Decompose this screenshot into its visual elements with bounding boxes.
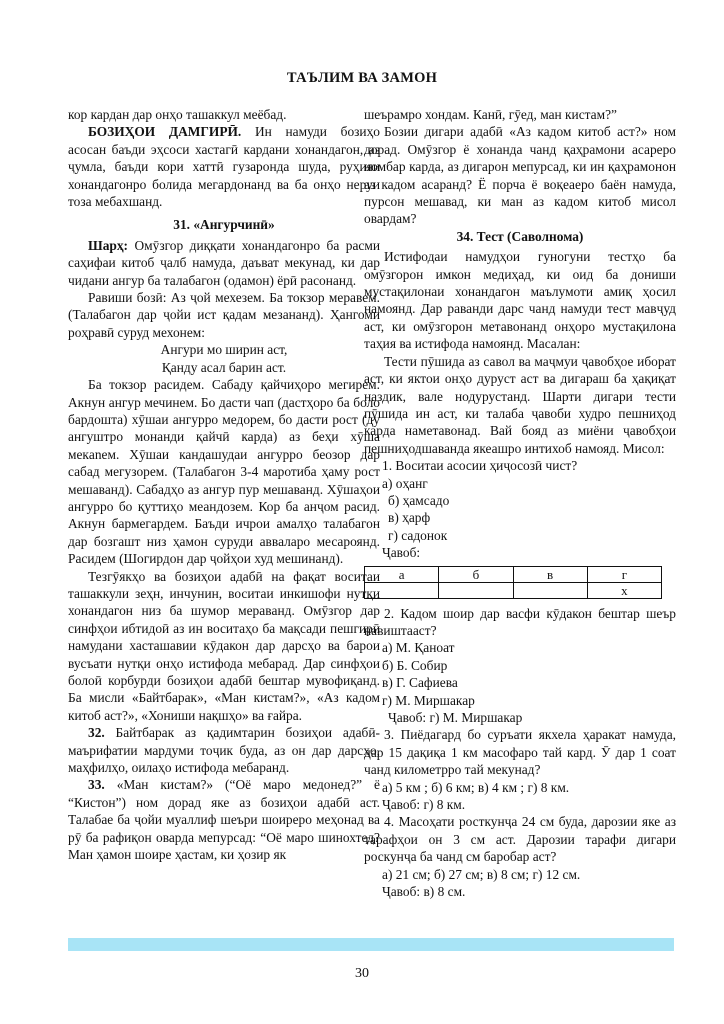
verse-line: Қанду асал барин аст. (161, 359, 287, 375)
paragraph: Ба токзор расидем. Сабаду қайчиҳоро мегирем. Акнун ангур мечинем. Бо дасти чап (дастҳоро ба боло бардошта) хӯшаи ангурро медорем, бо дасти рост (ду ангуштро монанди қайчӣ карда) аз беҳи хӯша мекanем. Хӯшаи кандашудаи ангурро беозор дар сабад мегузорем. (Талабагон 3-4 маротиба ҳаму рост мешаванд). Сабадҳо аз ангур пур мешаванд. Хӯшаҳои ангурро бо қуттиҳо меандозем. Кор ба анҷом расид. Акнун бармегардем. Баъди ичрои амалҳо талабагон дар бозгашт низ ҳамон суруди аввaларо месароянд. Расидем (Шогирдон дар ҷойҳои худ мешинанд). (68, 377, 380, 567)
table-cell: б (439, 566, 513, 582)
option: в) Г. Сафиева (382, 675, 458, 691)
answer-label: Ҷавоб: (382, 545, 421, 561)
table-header-row (365, 566, 662, 582)
option: б) Б. Собир (382, 657, 448, 673)
paragraph (68, 237, 380, 289)
paragraph: Тезгӯякҳо ва бозиҳои адабӣ на фақат воситаи ташаккули зеҳн, инчунин, воситаи инкишофи нутқи хонандагон низ ба шумор меравaнд. Омӯзгор дар синфҳои ибтидоӣ аз ин воситаҳо ба мақсади пешгирӣ намудани хастaшавии кӯдакон дар дарсҳо ва барои вусъати нутқи онҳо истифода мебарад. Дар синфҳои болоӣ корбурди бозиҳои адабӣ бештар мувофиқанд. Ба мисли «Байтбарак», «Ман кистам?», «Аз кадом китоб аст?», «Хониши нақшҳо» ва ғайра. (68, 568, 380, 723)
section-heading: 31. «Ангурчинӣ» (173, 217, 275, 233)
question: 2. Кадом шоир дар васфи кӯдакон бештар шеър навиштааст? (364, 605, 676, 638)
option: в) ҳарф (388, 510, 431, 526)
option: б) ҳамсадо (388, 492, 450, 508)
paragraph (68, 724, 380, 776)
question: 1. Воситаи асосии ҳиҷосозӣ чист? (382, 458, 578, 474)
paragraph: Равиши бозӣ: Аз ҷой мехезем. Ба токзор меравем. (Талабагон дар ҷойи ист қадам мезананд). Ҳангоми роҳравӣ суруд мехонем: (68, 290, 380, 340)
page-number: 30 (355, 966, 369, 981)
paragraph-text: «Ман кистам?» (“Оё маро медонед?” ё “Кистон”) ном дорад яке аз бозиҳои адабӣ аст. Талабае ба ҷойи муаллиф шеъри шоиреро меҳонад ва рӯ ба рафиқон оварда мепурсад: “Оё маро шинохтед? Ман ҳамон шоире ҳастам, ки ҳозир як (68, 777, 380, 863)
answer: Ҷавоб: в) 8 см. (382, 884, 466, 900)
table-cell: г (587, 566, 661, 582)
paragraph (68, 123, 380, 210)
footer-color-band (68, 938, 674, 951)
question: 3. Пиёдагард бо суръати якхела ҳаракат намуда, дар 15 дақиқа 1 км масофаро тай кард. Ӯ дар 1 соат чанд километрро тай мекунад? (364, 727, 676, 778)
paragraph-text: Ин намуди бозиҳо асосан баъди эҳсоси хастагӣ кардани хонандагон, аз ҷумла, баъди кори хаттӣ гузаронда шуда, руҳияи хонандагонро болида мегардонанд ва ба онҳо неруи тоза мебахшанд. (68, 124, 380, 210)
option: а) М. Қаноат (382, 640, 455, 656)
section-label: БОЗИҲОИ ДАМГИРӢ. (88, 124, 242, 140)
table-cell: в (513, 566, 587, 582)
verse-line: Ангури мо ширин аст, (160, 342, 288, 358)
paragraph: Истифодаи намудҳои гуногуни тестҳо ба омӯзгорон имкон медиҳад, ки оид ба дониши мустақилонаи хонандагон маълумоти амиқ ҳосил намоянд. Дар раванди дарс чанд намуди тест мавҷуд аст, ки омӯзгорон метавонанд онҳоро мустақилона таҳия ва истифода намоянд. Масалан: (364, 249, 676, 352)
right-column (364, 106, 676, 900)
table-cell (513, 582, 587, 598)
paragraph-text: Омӯзгор диққати хонандагонро ба расми саҳифаи китоб ҷалб намуда, даъват мекунад, ки дар чидани ангур ба талабагон (одамон) ёрӣ расонанд. (68, 237, 380, 288)
answer: Ҷавоб: г) 8 км. (382, 797, 466, 813)
paragraph: Бозии дигари адабӣ «Аз кадом китоб аст?» ном дорад. Омӯзгор ё хонанда чанд қаҳрамони асареро номбар карда, аз дигарон мепурсад, ки ин қаҳрамонон аз кадом асаранд? Ё порча ё воқеаеро баён намуда, пурсон мешавад, ки ман аз кадом китоб мисол овардам? (364, 124, 676, 227)
paragraph: кор кардан дар онҳо ташаккул меёбад. (68, 107, 287, 122)
option: а) оҳанг (382, 475, 428, 491)
paragraph-text: Байтбарак аз қадимтарин бозиҳои адабӣ-маърифатии мардуми тоҷик буда, аз он дар дарсҳо, маҳфилҳо, оилаҳо истифода мебаранд. (68, 725, 380, 776)
table-cell: а (365, 566, 439, 582)
answer: Ҷавоб: г) М. Миршакар (388, 710, 523, 725)
label: Шарҳ: (88, 237, 129, 253)
paragraph: шеърамро хондам. Канӣ, гӯед, ман кистам?” (364, 107, 617, 122)
options-line: а) 21 см; б) 27 см; в) 8 см; г) 12 см. (382, 866, 581, 882)
table-cell: х (587, 582, 661, 598)
answer-table (364, 566, 662, 599)
paragraph (68, 776, 380, 863)
question: 4. Масоҳати росткунҷа 24 см буда, дарозии яке аз тарафҳои он 3 см аст. Дарозии тарафи дигари роскунҷа ба чанд см баробар аст? (364, 814, 676, 865)
section-heading: 34. Тест (Саволнома) (456, 228, 584, 244)
paragraph: Тести пӯшида аз савол ва маҷмуи ҷавобҳое иборат аст, ки яктои онҳо дуруст аст ва дигараш ба ҳақиқат наздик, вале нодурустанд. Шарти дигари тести пӯшида ин аст, ки талаба ҷавоби худро пешниҳод карда наметавонад. Вай бояд аз миёни ҷавобҳои пешниҳодшаванда якеашро интихоб намояд. Мисол: (364, 353, 676, 456)
item-number: 33. (88, 777, 105, 793)
journal-header: ТАЪЛИМ ВА ЗАМОН (286, 70, 438, 86)
left-column (68, 106, 380, 863)
options-line: а) 5 км ; б) 6 км; в) 4 км ; г) 8 км. (382, 779, 570, 795)
table-row (365, 582, 662, 598)
option: г) М. Миршакар (382, 692, 475, 708)
option: г) садонок (388, 527, 448, 543)
table-cell (439, 582, 513, 598)
item-number: 32. (88, 725, 105, 741)
table-cell (365, 582, 439, 598)
